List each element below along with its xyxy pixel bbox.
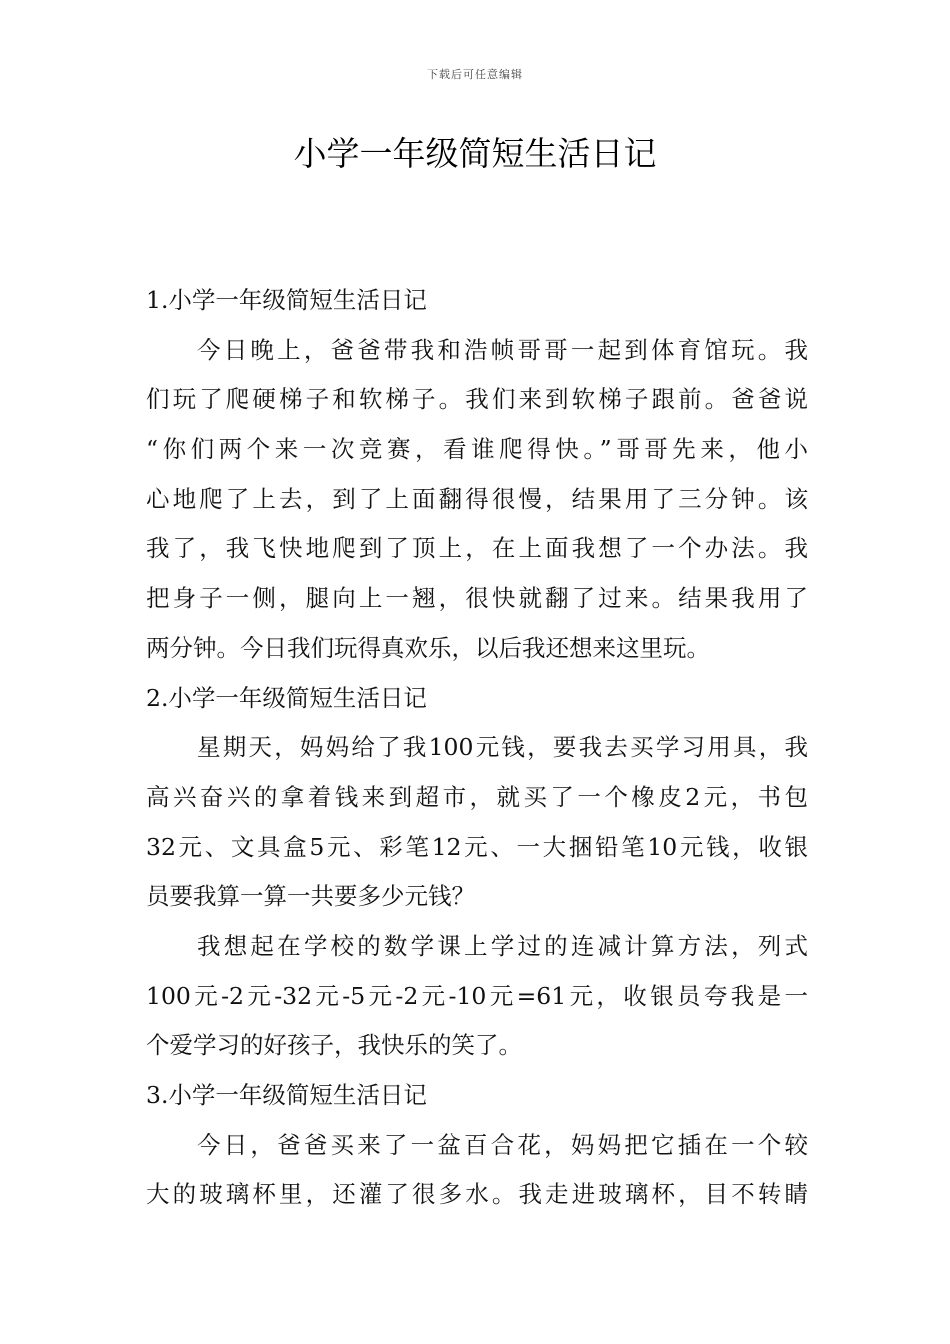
paragraph-line: 两分钟。今日我们玩得真欢乐，以后我还想来这里玩。 [146,633,710,662]
paragraph-line: 100元-2元-32元-5元-2元-10元=61元，收银员夸我是一 [146,981,808,1010]
paragraph-line: 32元、文具盒5元、彩笔12元、一大捆铅笔10元钱，收银 [146,832,808,861]
paragraph-line: 大的玻璃杯里，还灌了很多水。我走进玻璃杯，目不转睛 [146,1180,808,1209]
paragraph-line: 员要我算一算一共要多少元钱？ [146,882,475,911]
section-heading-2: 2.小学一年级简短生活日记 [146,683,427,712]
paragraph-line: 星期天，妈妈给了我100元钱，要我去买学习用具，我 [197,733,808,762]
paragraph-line: 心地爬了上去，到了上面翻得很慢，结果用了三分钟。该 [146,484,808,513]
section-heading-3: 3.小学一年级简短生活日记 [146,1081,427,1109]
document-title: 小学一年级简短生活日记 [293,134,657,173]
document-body [146,276,808,1220]
paragraph-line: “你们两个来一次竞赛，看谁爬得快。”哥哥先来，他小 [146,435,808,464]
header-note: 下载后可任意编辑 [427,68,523,81]
paragraph-line: 把身子一侧，腿向上一翘，很快就翻了过来。结果我用了 [146,584,808,613]
paragraph-line: 高兴奋兴的拿着钱来到超市，就买了一个橡皮2元，书包 [146,782,808,811]
paragraph-line: 们玩了爬硬梯子和软梯子。我们来到软梯子跟前。爸爸说 [146,385,808,414]
paragraph-line: 今日晚上，爸爸带我和浩帧哥哥一起到体育馆玩。我 [197,335,808,364]
paragraph-line: 个爱学习的好孩子，我快乐的笑了。 [146,1031,522,1060]
paragraph-line: 我了，我飞快地爬到了顶上，在上面我想了一个办法。我 [146,534,808,563]
paragraph-line: 今日，爸爸买来了一盆百合花，妈妈把它插在一个较 [197,1130,808,1159]
section-heading-1: 1.小学一年级简短生活日记 [146,286,427,314]
paragraph-line: 我想起在学校的数学课上学过的连减计算方法，列式 [197,931,808,960]
